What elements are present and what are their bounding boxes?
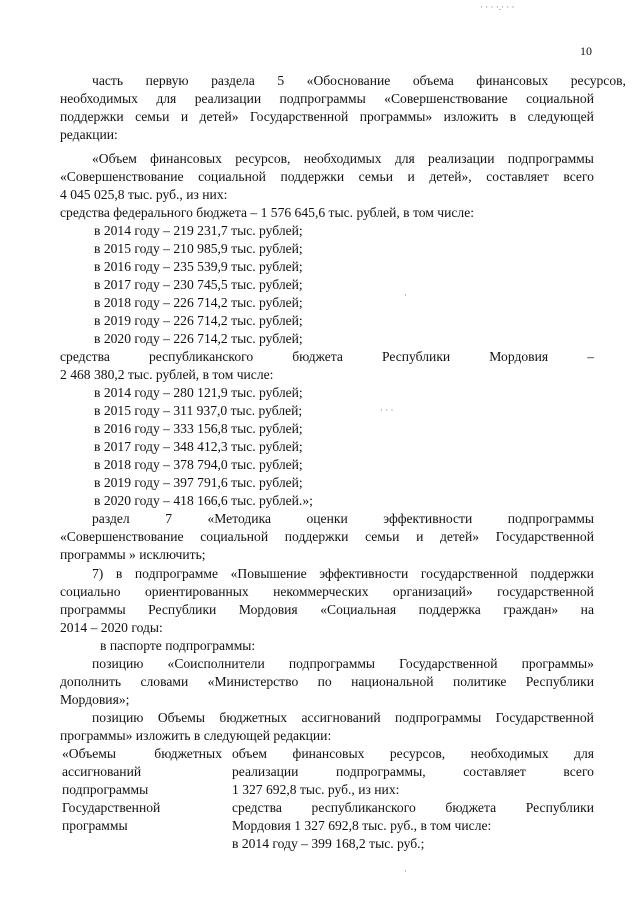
section7-line-3: программы » исключить; xyxy=(60,547,206,562)
coexec-line-3: Мордовия»; xyxy=(60,692,130,707)
table-left-cell-line-1: «Объемы бюджетных xyxy=(62,746,222,761)
table-right-line-1: объем финансовых ресурсов, необходимых для xyxy=(232,746,594,761)
volumes-line-2: программы» изложить в следующей редакции: xyxy=(60,728,332,743)
table-left-cell: программы xyxy=(62,818,128,833)
table-left-cell: подпрограммы xyxy=(62,782,149,797)
republican-year: в 2016 году – 333 156,8 тыс. рублей; xyxy=(94,421,303,436)
scan-speck: · xyxy=(404,866,407,876)
federal-year: в 2014 году – 219 231,7 тыс. рублей; xyxy=(94,223,303,238)
coexec-line-1: позицию «Соисполнители подпрограммы Государственной программы» xyxy=(92,656,594,671)
p1-line-3: поддержки семьи и детей» Государственной программы» изложить в следующей xyxy=(60,109,594,124)
republican-year: в 2014 году – 280 121,9 тыс. рублей; xyxy=(94,385,303,400)
table-right-line-2: реализации подпрограммы, составляет всего xyxy=(232,764,594,779)
federal-year: в 2017 году – 230 745,5 тыс. рублей; xyxy=(94,277,303,292)
volumes-line-1: позицию Объемы бюджетных ассигнований подпрограммы Государственной xyxy=(92,710,594,725)
p1-line-4: редакции: xyxy=(60,127,118,142)
table-right-line-5: Мордовия 1 327 692,8 тыс. руб., в том числе: xyxy=(232,818,492,833)
table-left-cell: ассигнований xyxy=(62,764,142,779)
section7-line-1: раздел 7 «Методика оценки эффективности подпрограммы xyxy=(92,511,594,526)
item7-line-1: 7) в подпрограмме «Повышение эффективности государственной поддержки xyxy=(92,566,594,581)
coexec-line-2: дополнить словами «Министерство по национальной политике Республики xyxy=(60,674,594,689)
republican-year: в 2020 году – 418 166,6 тыс. рублей.»; xyxy=(94,493,313,508)
table-right-line-4: средства республиканского бюджета Республики xyxy=(232,800,594,815)
p2-line-3: 4 045 025,8 тыс. руб., из них: xyxy=(60,187,228,202)
section7-line-2: «Совершенствование социальной поддержки семьи и детей» Государственной xyxy=(60,529,594,544)
republican-year: в 2015 году – 311 937,0 тыс. рублей; xyxy=(94,403,303,418)
p1-line-1: часть первую раздела 5 «Обоснование объема финансовых ресурсов, xyxy=(92,73,626,88)
table-right-line-3: 1 327 692,8 тыс. руб., из них: xyxy=(232,782,400,797)
republican-year: в 2017 году – 348 412,3 тыс. рублей; xyxy=(94,439,303,454)
page-number: 10 xyxy=(580,44,592,58)
p2-line-2: «Совершенствование социальной поддержки семьи и детей», составляет всего xyxy=(60,169,594,184)
federal-year: в 2016 году – 235 539,9 тыс. рублей; xyxy=(94,259,303,274)
federal-year: в 2020 году – 226 714,2 тыс. рублей; xyxy=(94,331,303,346)
p2-line-1: «Объем финансовых ресурсов, необходимых для реализации подпрограммы xyxy=(92,151,594,166)
table-left-cell: Государственной xyxy=(62,800,161,815)
republican-header-line-2: 2 468 380,2 тыс. рублей, в том числе: xyxy=(60,367,274,382)
scan-speck: · · · ·.· · · xyxy=(480,2,515,12)
republican-year: в 2018 году – 378 794,0 тыс. рублей; xyxy=(94,457,303,472)
scan-speck: · · · xyxy=(380,405,394,415)
federal-year: в 2015 году – 210 985,9 тыс. рублей; xyxy=(94,241,303,256)
republican-header-line-1: средства республиканского бюджета Республики Мордовия – xyxy=(60,349,594,364)
republican-year: в 2019 году – 397 791,6 тыс. рублей; xyxy=(94,475,303,490)
federal-header: средства федерального бюджета – 1 576 645,6 тыс. рублей, в том числе: xyxy=(60,205,475,220)
federal-year: в 2018 году – 226 714,2 тыс. рублей; xyxy=(94,295,303,310)
table-right-line-6: в 2014 году – 399 168,2 тыс. руб.; xyxy=(232,836,425,851)
scan-speck: · xyxy=(404,290,407,300)
item7-line-2: социально ориентированных некоммерческих организаций» государственной xyxy=(60,584,594,599)
federal-year: в 2019 году – 226 714,2 тыс. рублей; xyxy=(94,313,303,328)
passport-text: в паспорте подпрограммы: xyxy=(100,638,256,653)
p1-line-2: необходимых для реализации подпрограммы «Совершенствование социальной xyxy=(60,91,594,106)
item7-line-4: 2014 – 2020 годы: xyxy=(60,620,163,635)
item7-line-3: программы Республики Мордовия «Социальная поддержка граждан» на xyxy=(60,602,594,617)
